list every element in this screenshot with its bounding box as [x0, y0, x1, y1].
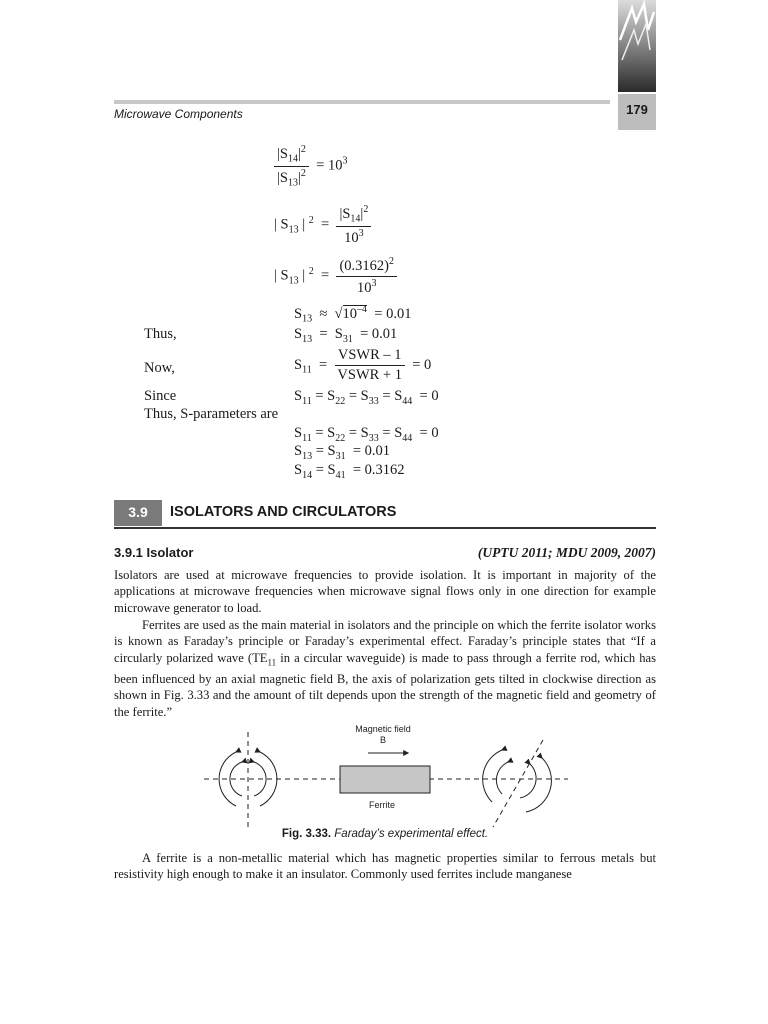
equation-s13-squared: | $S_{13}$ | $^2$ = $\frac{|S_{14}|^2}{10^3}$: [274, 204, 371, 247]
section-rule: [114, 527, 656, 529]
header-rule: [114, 100, 610, 104]
equation-result-diagonal: $S_{11} = S_{22} = S_{33} = S_{44} = 0$: [294, 425, 439, 444]
paragraph-ferrite-definition: A ferrite is a non-metallic material which has magnetic properties similar to ferrous metals but resistivity high enough to make it an insulator. Commonly used ferrites include manganese: [114, 851, 656, 882]
label-since: Since: [144, 388, 177, 404]
equation-sqrt: $S_{13} \approx √10^{-4} = 0.01$: [294, 304, 412, 325]
paragraph-isolators: Isolators are used at microwave frequencies to provide isolation. It is important in majority of the applications at microwave frequencies when microwave signal flows only in one direction for example microwave generator to load.: [114, 568, 656, 615]
equation-s13-value: | $S_{13}$ | $^2$ = $\frac{(0.3162)^2}{10^3}$: [274, 256, 397, 297]
right-outer-arc-r: [526, 758, 551, 812]
figure-caption: Fig. 3.33. Faraday’s experimental effect.: [281, 828, 489, 840]
ferrite-rod: [340, 766, 430, 793]
equation-result-s13: $S_{13} = S_{31} = 0.01$: [294, 443, 391, 462]
exam-reference: (UPTU 2011; MDU 2009, 2007): [477, 545, 656, 560]
equation-diagonal-zero: $S_{11} = S_{22} = S_{33} = S_{44} = 0$: [294, 388, 439, 407]
section-title: ISOLATORS AND CIRCULATORS: [170, 504, 397, 520]
subsection-title: 3.9.1 Isolator: [114, 545, 194, 560]
right-inner-arc-l: [496, 762, 508, 794]
equation-result-s14: $S_{14} = S_{41} = 0.3162$: [294, 462, 405, 481]
label-ferrite: Ferrite: [368, 800, 396, 810]
equation-ratio: $\frac{|S_{14}|^2}{|S_{13}|^2}$ = $10^3$: [274, 144, 347, 188]
section-number: 3.9: [128, 504, 148, 520]
right-inner-arc-r: [520, 764, 536, 798]
equation-s13-s31: $S_{13} = S_{31} = 0.01$: [294, 326, 398, 345]
label-s-parameters-are: Thus, S-parameters are: [144, 406, 279, 422]
faraday-effect-figure: [190, 722, 590, 832]
equation-vswr: $S_{11}$ = $\frac{\text{VSWR – 1}}{\text{VSWR + 1}}$ = 0: [294, 347, 432, 383]
label-now: Now,: [144, 360, 175, 376]
running-title: Microwave Components: [114, 107, 243, 121]
label-thus: Thus,: [144, 326, 177, 342]
label-magnetic-field: Magnetic field: [355, 724, 411, 734]
page-number: 179: [626, 102, 648, 117]
right-outer-arc-l: [483, 750, 502, 802]
chapter-corner-graphic: [618, 0, 656, 92]
paragraph-ferrites: Ferrites are used as the main material in isolators and the principle on which the ferrite isolator works is known as Faraday’s principle or Faraday’s experimental effect. Faraday’s principle states that “If a circularly polarized wave ($TE_{11}$ in a circular waveguide) is made to pass through a ferrite rod, which has been influenced by an axial magnetic field B, the axis of polarization gets tilted in clockwise direction as shown in Fig. 3.33 and the amount of tilt depends upon the strength of the magnetic field and geometry of the ferrite.”: [114, 618, 656, 719]
label-b: B: [379, 735, 387, 745]
